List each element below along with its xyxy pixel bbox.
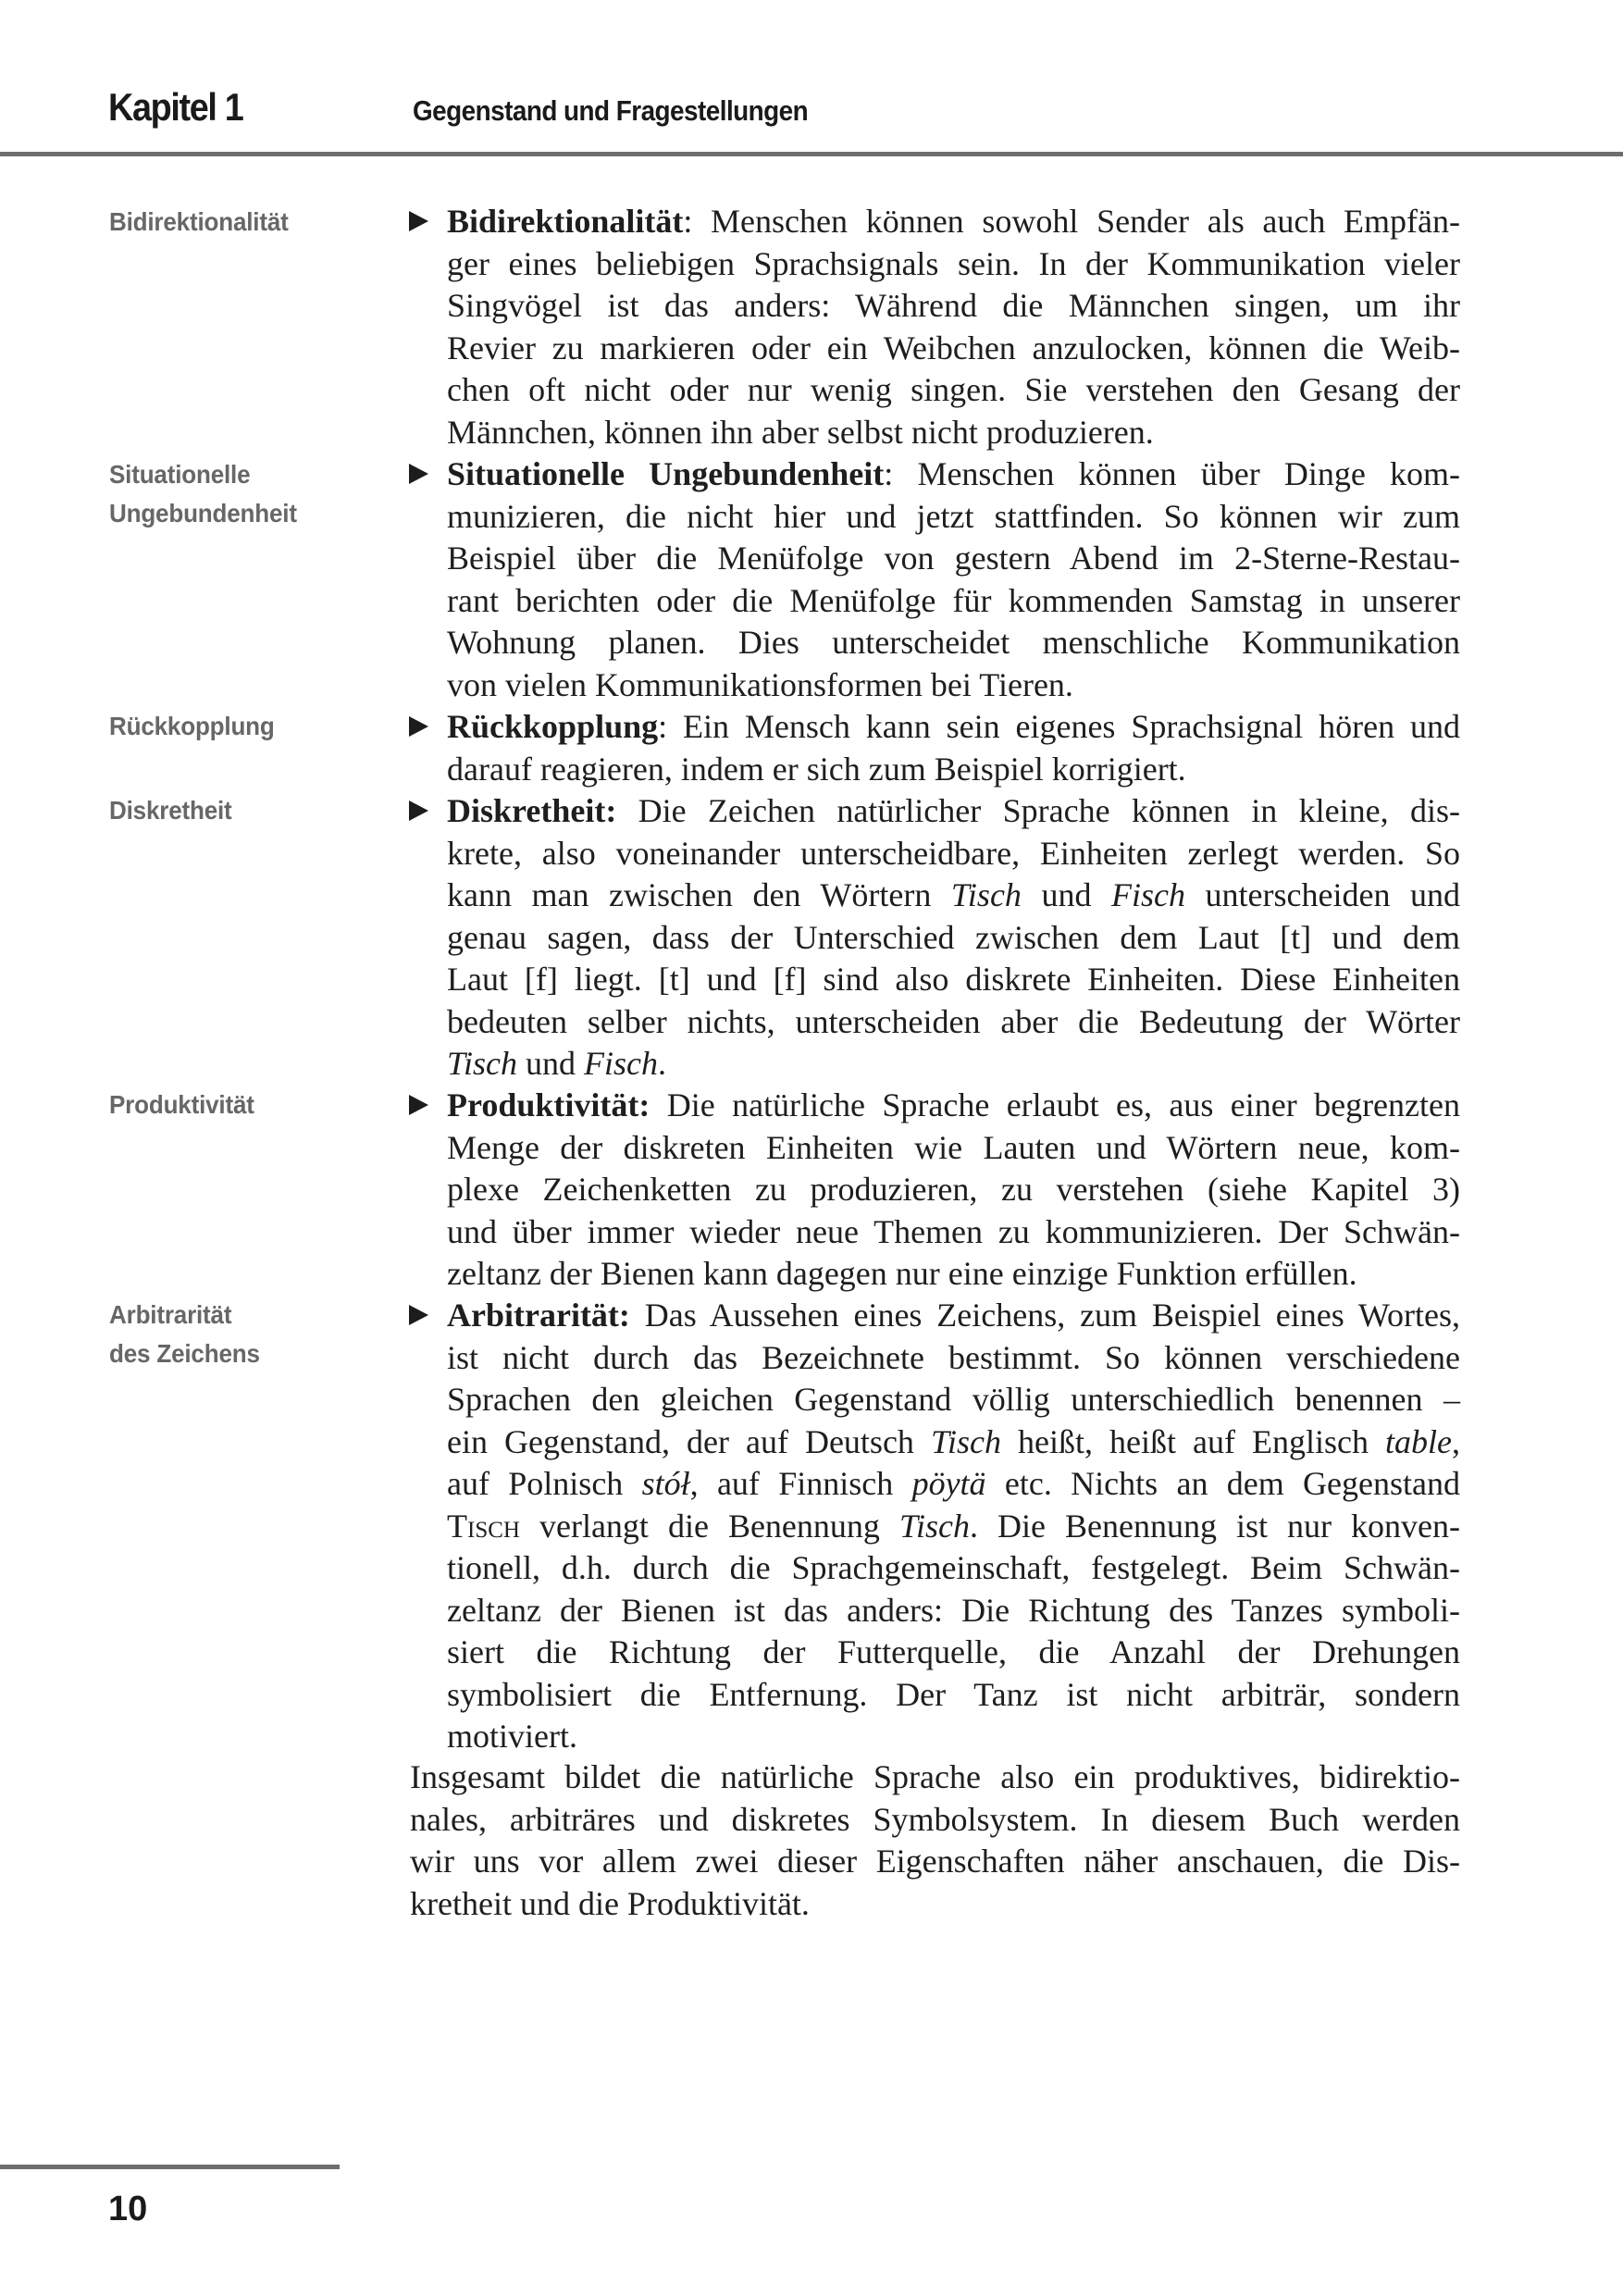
sidebar-label-line: Bidirektionalität (109, 207, 289, 236)
item-term: Rückkopplung (447, 708, 659, 745)
text-line: auf Polnisch stół, auf Finnisch pöytä etc. Nichts an dem Gegenstand (447, 1465, 1461, 1502)
item-term: Diskretheit: (447, 792, 617, 829)
text-line: ist nicht durch das Bezeichnete bestimmt. So können verschiedene (447, 1338, 1460, 1376)
sidebar-label-arbitraritaet (109, 1296, 260, 1373)
sidebar-label-rueckkopplung (109, 707, 275, 746)
sidebar-label-diskretheit (109, 791, 232, 830)
text-line: von vielen Kommunikationsformen bei Tieren. (447, 665, 1073, 703)
sidebar-label-line: Rückkopplung (109, 712, 275, 740)
text-line: rant berichten oder die Menüfolge für kommenden Samstag in unserer (447, 581, 1460, 619)
item-text (447, 453, 1460, 706)
text-line: Laut [f] liegt. [t] und [f] sind also diskrete Einheiten. Diese Einheiten (447, 961, 1460, 998)
chapter-title: Gegenstand und Fragestellungen (413, 94, 809, 127)
list-item-produktivitaet (409, 1085, 1460, 1296)
text-line: darauf reagieren, indem er sich zum Beispiel korrigiert. (447, 750, 1186, 788)
text-line: Arbitrarität: Das Aussehen eines Zeichens, zum Beispiel eines Wortes, (447, 1297, 1460, 1334)
sidebar-label-line: Arbitrarität (109, 1300, 232, 1329)
italic-term: Tisch (898, 1507, 970, 1545)
small-caps-term: Tisch (447, 1507, 520, 1545)
triangle-right-icon (409, 800, 428, 821)
sidebar-label-line: Ungebundenheit (109, 499, 297, 527)
list-item-diskretheit (409, 790, 1460, 1086)
text-line: chen oft nicht oder nur wenig singen. Sie verstehen den Gesang der (447, 371, 1460, 408)
text-line: kretheit und die Produktivität. (410, 1884, 810, 1922)
italic-term: Tisch (447, 1045, 518, 1082)
text-line: wir uns vor allem zwei dieser Eigenschaften näher anschauen, die Dis- (410, 1843, 1460, 1880)
text-line: Beispiel über die Menüfolge von gestern Abend im 2-Sterne-Restau- (447, 540, 1460, 577)
text-line: tionell, d.h. durch die Sprachgemeinschaft, festgelegt. Beim Schwän- (447, 1549, 1460, 1586)
item-term: Bidirektionalität (447, 203, 684, 240)
sidebar-label-situationelle-ungebundenheit (109, 455, 297, 533)
text-line: ein Gegenstand, der auf Deutsch Tisch heißt, heißt auf Englisch table, (447, 1422, 1460, 1460)
text-line: genau sagen, dass der Unterschied zwischen dem Laut [t] und dem (447, 918, 1460, 956)
list-item-situationelle-ungebundenheit (409, 453, 1460, 706)
sidebar-label-line: des Zeichens (109, 1339, 260, 1368)
text-line: krete, also voneinander unterscheidbare, Einheiten zerlegt werden. So (447, 834, 1460, 872)
item-text (447, 706, 1460, 790)
italic-term: Fisch (1111, 876, 1185, 913)
sidebar-label-produktivitaet (109, 1086, 254, 1124)
triangle-right-icon (409, 716, 428, 737)
text-line: munizieren, die nicht hier und jetzt stattfinden. So können wir zum (447, 497, 1460, 535)
text-line: Situationelle Ungebundenheit: Menschen können über Dinge kom- (447, 455, 1460, 492)
chapter-label: Kapitel 1 (108, 85, 243, 129)
text-line: zeltanz der Bienen ist das anders: Die Richtung des Tanzes symboli- (447, 1591, 1460, 1629)
italic-term: pöytä (911, 1465, 986, 1502)
summary-paragraph (410, 1756, 1460, 1925)
text-line: und über immer wieder neue Themen zu kommunizieren. Der Schwän- (447, 1212, 1460, 1250)
sidebar-label-line: Diskretheit (109, 796, 232, 825)
text-line: Tisch und Fisch. (447, 1045, 667, 1082)
text-line: Diskretheit: Die Zeichen natürlicher Sprache können in kleine, dis- (447, 792, 1460, 829)
triangle-right-icon (409, 211, 428, 231)
footer-rule (0, 2165, 340, 2169)
italic-term: Tisch (930, 1422, 1001, 1460)
item-term: Situationelle Ungebundenheit (447, 455, 885, 492)
text-line: Bidirektionalität: Menschen können sowohl Sender als auch Empfän- (447, 203, 1460, 240)
text-line: kann man zwischen den Wörtern Tisch und Fisch unterscheiden und (447, 876, 1461, 913)
text-line: Menge der diskreten Einheiten wie Lauten und Wörtern neue, kom- (447, 1128, 1460, 1166)
triangle-right-icon (409, 1305, 428, 1325)
summary-text (410, 1756, 1460, 1925)
item-term: Produktivität: (447, 1086, 650, 1123)
text-line: Wohnung planen. Dies unterscheidet menschliche Kommunikation (447, 624, 1460, 661)
text-line: ger eines beliebigen Sprachsignals sein. In der Kommunikation vieler (447, 244, 1460, 282)
text-line: bedeuten selber nichts, unterscheiden aber die Bedeutung der Wörter (447, 1002, 1460, 1040)
item-text (447, 201, 1460, 453)
text-line: Revier zu markieren oder ein Weibchen anzulocken, können die Weib- (447, 329, 1460, 366)
list-item-bidirektionalitaet (409, 201, 1460, 453)
text-line: Männchen, können ihn aber selbst nicht produzieren. (447, 413, 1154, 451)
text-line: zeltanz der Bienen kann dagegen nur eine einzige Funktion erfüllen. (447, 1255, 1357, 1292)
item-text (447, 1085, 1460, 1296)
page-number: 10 (108, 2190, 148, 2228)
sidebar-label-line: Situationelle (109, 460, 251, 489)
text-line: Rückkopplung: Ein Mensch kann sein eigenes Sprachsignal hören und (447, 708, 1460, 745)
text-line: symbolisiert die Entfernung. Der Tanz ist nicht arbiträr, sondern (447, 1675, 1460, 1713)
sidebar-label-line: Produktivität (109, 1090, 254, 1119)
list-item-arbitraritaet (409, 1295, 1460, 1758)
header-rule (0, 152, 1623, 156)
text-line: Sprachen den gleichen Gegenstand völlig unterschiedlich benennen – (447, 1381, 1460, 1418)
text-line: motiviert. (447, 1718, 577, 1755)
text-line: Tisch verlangt die Benennung Tisch. Die Benennung ist nur konven- (447, 1507, 1460, 1545)
text-line: nales, arbiträres und diskretes Symbolsystem. In diesem Buch werden (410, 1800, 1460, 1838)
item-text (447, 790, 1460, 1086)
text-line: plexe Zeichenketten zu produzieren, zu verstehen (siehe Kapitel 3) (447, 1171, 1460, 1208)
sidebar-label-bidirektionalitaet (109, 203, 289, 242)
triangle-right-icon (409, 464, 428, 484)
italic-term: stół (641, 1465, 690, 1502)
item-text (447, 1295, 1460, 1758)
italic-term: Tisch (950, 876, 1022, 913)
text-line: Insgesamt bildet die natürliche Sprache also ein produktives, bidirektio- (410, 1758, 1460, 1795)
text-line: Produktivität: Die natürliche Sprache erlaubt es, aus einer begrenzten (447, 1086, 1460, 1123)
triangle-right-icon (409, 1095, 428, 1115)
item-term: Arbitrarität: (447, 1297, 630, 1334)
italic-term: Fisch (584, 1045, 659, 1082)
italic-term: table (1385, 1422, 1452, 1460)
text-line: siert die Richtung der Futterquelle, die Anzahl der Drehungen (447, 1633, 1460, 1670)
text-line: Singvögel ist das anders: Während die Männchen singen, um ihr (447, 287, 1460, 324)
list-item-rueckkopplung (409, 706, 1460, 790)
